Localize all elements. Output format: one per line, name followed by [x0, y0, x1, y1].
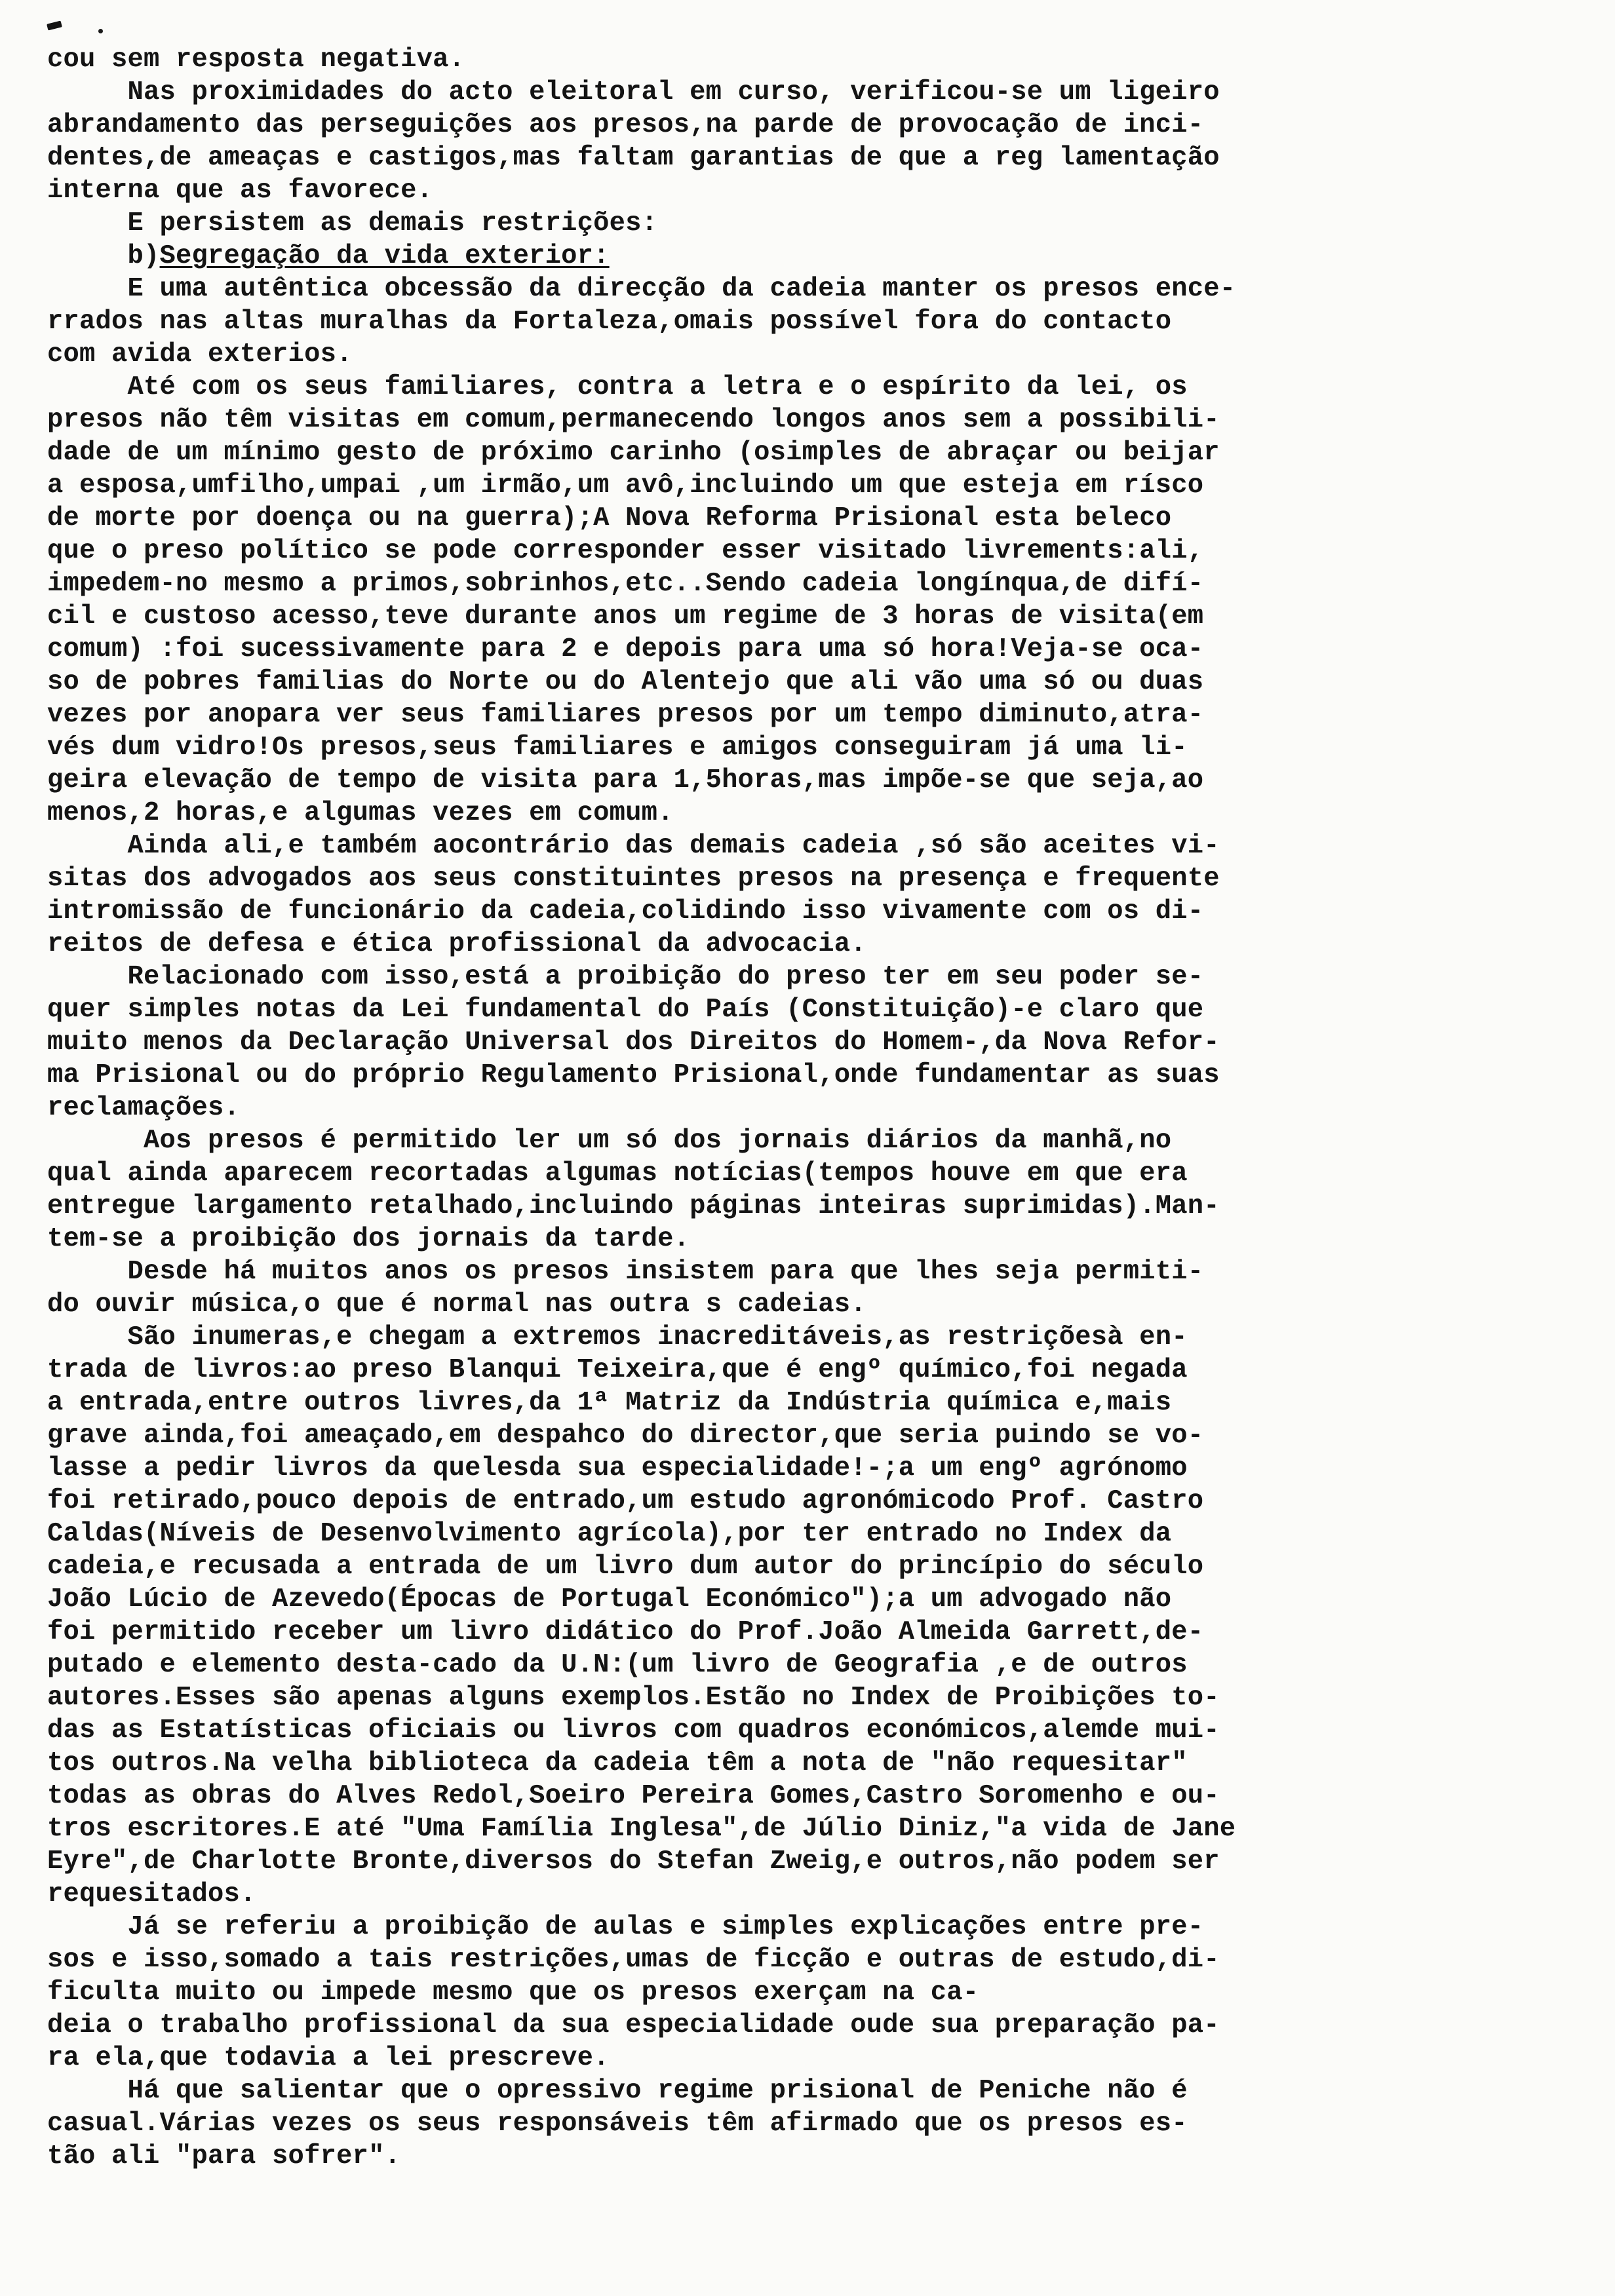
text-line: das as Estatísticas oficiais ou livros com quadros económicos,alemde mui- — [47, 1715, 1220, 1746]
text-line: comum) :foi sucessivamente para 2 e depois para uma só hora!Veja-se oca- — [47, 634, 1204, 664]
text-line: Há que salientar que o opressivo regime prisional de Peniche não é — [47, 2076, 1188, 2106]
text-line: reitos de defesa e ética profissional da advocacia. — [47, 929, 866, 959]
text-line: menos,2 horas,e algumas vezes em comum. — [47, 798, 674, 828]
text-line: interna que as favorece. — [47, 176, 433, 206]
text-line: grave ainda,foi ameaçado,em despahco do director,que seria puindo se vo- — [47, 1421, 1204, 1451]
text-line: dade de um mínimo gesto de próximo carinho (osimples de abraçar ou beijar — [47, 438, 1220, 468]
text-line: entregue largamento retalhado,incluindo páginas inteiras suprimidas).Man- — [47, 1191, 1220, 1221]
text-line: autores.Esses são apenas alguns exemplos.Estão no Index de Proibições to- — [47, 1683, 1220, 1713]
text-line: putado e elemento desta-cado da U.N:(um livro de Geografia ,e de outros — [47, 1650, 1188, 1680]
text-line: Já se referiu a proibição de aulas e simples explicações entre pre- — [47, 1912, 1204, 1942]
text-line: reclamações. — [47, 1093, 241, 1123]
text-line: E persistem as demais restrições: — [47, 208, 658, 239]
text-line: Caldas(Níveis de Desenvolvimento agrícola),por ter entrado no Index da — [47, 1519, 1172, 1549]
text-line: trada de livros:ao preso Blanqui Teixeira,que é engº químico,foi negada — [47, 1355, 1188, 1385]
ink-dot — [98, 29, 103, 33]
text-line: Desde há muitos anos os presos insistem para que lhes seja permiti- — [47, 1257, 1204, 1287]
text-line: Relacionado com isso,está a proibição do preso ter em seu poder se- — [47, 962, 1204, 992]
section-heading: Segregação da vida exterior: — [159, 241, 610, 271]
text-line: Nas proximidades do acto eleitoral em curso, verificou-se um ligeiro — [47, 77, 1220, 107]
text-line: Aos presos é permitido ler um só dos jornais diários da manhã,no — [47, 1126, 1172, 1156]
section-heading-prefix: b) — [47, 241, 160, 271]
document-body — [47, 43, 1568, 2173]
text-line: E uma autêntica obcessão da direcção da cadeia manter os presos ence- — [47, 274, 1236, 304]
section-heading-line — [47, 240, 1568, 273]
text-line: ma Prisional ou do próprio Regulamento Prisional,onde fundamentar as suas — [47, 1060, 1220, 1090]
text-line: ra ela,que todavia a lei prescreve. — [47, 2043, 610, 2073]
text-line: muito menos da Declaração Universal dos Direitos do Homem-,da Nova Refor- — [47, 1027, 1220, 1058]
text-line: São inumeras,e chegam a extremos inacreditáveis,as restriçõesà en- — [47, 1322, 1188, 1352]
text-line: cadeia,e recusada a entrada de um livro dum autor do princípio do século — [47, 1552, 1204, 1582]
text-line: a esposa,umfilho,umpai ,um irmão,um avô,incluindo um que esteja em rísco — [47, 470, 1204, 501]
text-line: quer simples notas da Lei fundamental do País (Constituição)-e claro que — [47, 995, 1204, 1025]
text-line: João Lúcio de Azevedo(Épocas de Portugal Económico");a um advogado não — [47, 1584, 1172, 1615]
text-line: sos e isso,somado a tais restrições,umas de ficção e outras de estudo,di- — [47, 1945, 1220, 1975]
text-line: foi retirado,pouco depois de entrado,um estudo agronómicodo Prof. Castro — [47, 1486, 1204, 1516]
text-line: geira elevação de tempo de visita para 1,5horas,mas impõe-se que seja,ao — [47, 765, 1204, 795]
text-line: requesitados. — [47, 1879, 256, 1909]
text-line: cou sem resposta negativa. — [47, 45, 465, 75]
text-line: todas as obras do Alves Redol,Soeiro Pereira Gomes,Castro Soromenho e ou- — [47, 1781, 1220, 1811]
text-line: dentes,de ameaças e castigos,mas faltam garantias de que a reg lamentação — [47, 143, 1220, 173]
text-line: tos outros.Na velha biblioteca da cadeia têm a nota de "não requesitar" — [47, 1748, 1188, 1778]
text-line: ficulta muito ou impede mesmo que os presos exerçam na ca- — [47, 1978, 979, 2008]
text-line: a entrada,entre outros livres,da 1ª Matriz da Indústria química e,mais — [47, 1388, 1172, 1418]
text-line: tros escritores.E até "Uma Família Inglesa",de Júlio Diniz,"a vida de Jane — [47, 1814, 1236, 1844]
text-line: deia o trabalho profissional da sua especialidade oude sua preparação pa- — [47, 2010, 1220, 2040]
ink-mark — [47, 20, 62, 30]
text-line: abrandamento das perseguições aos presos,na parde de provocação de inci- — [47, 110, 1204, 140]
text-line: lasse a pedir livros da quelesda sua especialidade!-;a um engº agrónomo — [47, 1453, 1188, 1483]
text-line: vés dum vidro!Os presos,seus familiares e amigos conseguiram já uma li- — [47, 733, 1188, 763]
text-line: Até com os seus familiares, contra a letra e o espírito da lei, os — [47, 372, 1188, 402]
text-line: intromissão de funcionário da cadeia,colidindo isso vivamente com os di- — [47, 896, 1204, 927]
text-line: casual.Várias vezes os seus responsáveis têm afirmado que os presos es- — [47, 2109, 1188, 2139]
text-line: de morte por doença ou na guerra);A Nova Reforma Prisional esta beleco — [47, 503, 1172, 533]
text-line: Eyre",de Charlotte Bronte,diversos do Stefan Zweig,e outros,não podem ser — [47, 1846, 1220, 1877]
text-line: qual ainda aparecem recortadas algumas notícias(tempos houve em que era — [47, 1158, 1188, 1189]
text-line: do ouvir música,o que é normal nas outra s cadeias. — [47, 1290, 866, 1320]
text-line: so de pobres familias do Norte ou do Alentejo que ali vão uma só ou duas — [47, 667, 1204, 697]
text-line: que o preso político se pode corresponder esser visitado livrements:ali, — [47, 536, 1204, 566]
text-line: Ainda ali,e também aocontrário das demais cadeia ,só são aceites vi- — [47, 831, 1220, 861]
text-line: tão ali "para sofrer". — [47, 2141, 401, 2172]
text-line: cil e custoso acesso,teve durante anos um regime de 3 horas de visita(em — [47, 602, 1204, 632]
text-line: sitas dos advogados aos seus constituintes presos na presença e frequente — [47, 864, 1220, 894]
text-line: impedem-no mesmo a primos,sobrinhos,etc..Sendo cadeia longínqua,de difí- — [47, 569, 1204, 599]
text-line: foi permitido receber um livro didático do Prof.João Almeida Garrett,de- — [47, 1617, 1204, 1647]
text-line: rrados nas altas muralhas da Fortaleza,omais possível fora do contacto — [47, 307, 1172, 337]
text-line: vezes por anopara ver seus familiares presos por um tempo diminuto,atra- — [47, 700, 1204, 730]
text-line: com avida exterios. — [47, 339, 353, 370]
text-line: presos não têm visitas em comum,permanecendo longos anos sem a possibili- — [47, 405, 1220, 435]
text-line: tem-se a proibição dos jornais da tarde. — [47, 1224, 690, 1254]
